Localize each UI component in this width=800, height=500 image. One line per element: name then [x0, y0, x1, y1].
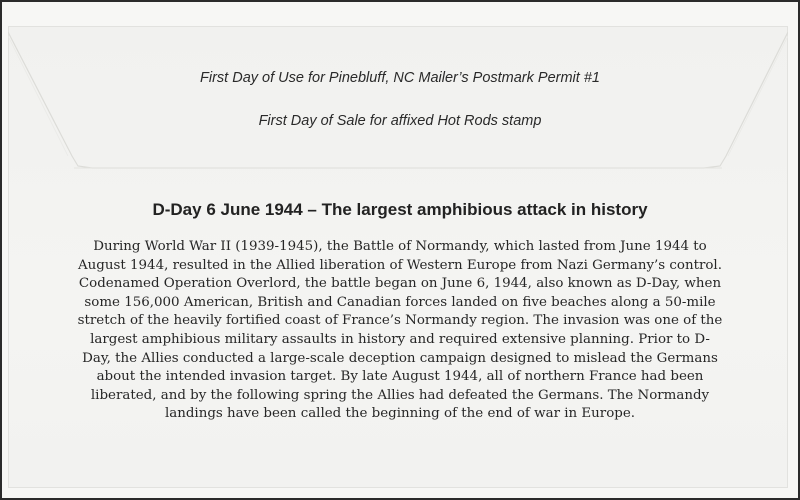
- article-body-line: August 1944, resulted in the Allied liberation of Western Europe from Nazi Germany’s control.: [78, 257, 722, 273]
- article-body-line: Day, the Allies conducted a large-scale deception campaign designed to mislead the Germans: [82, 350, 718, 366]
- article-body-line: stretch of the heavily fortified coast of France’s Normandy region. The invasion was one of the: [77, 313, 723, 329]
- permit-first-day-use-text: First Day of Use for Pinebluff, NC Mailer’s Postmark Permit #1: [200, 70, 600, 86]
- article-heading: D-Day 6 June 1944 – The largest amphibious attack in history: [152, 200, 648, 219]
- article-body-line: Codenamed Operation Overlord, the battle began on June 6, 1944, also known as D-Day, when: [78, 276, 722, 292]
- article-body-line: liberated, and by the following spring the Allies had defeated the Germans. The Normandy: [90, 387, 710, 403]
- article-body-line: landings have been called the beginning of the end of war in Europe.: [164, 406, 636, 422]
- article-body-line: During World War II (1939-1945), the Battle of Normandy, which lasted from June 1944 to: [93, 239, 707, 254]
- article-body-line: largest amphibious military assaults in history and required extensive planning. Prior to D-: [90, 331, 710, 347]
- stamp-first-day-sale-text: First Day of Sale for affixed Hot Rods stamp: [258, 113, 542, 129]
- article-body: [58, 238, 742, 424]
- article-body-line: about the intended invasion target. By late August 1944, all of northern France had been: [96, 369, 704, 385]
- article-body-line: some 156,000 American, British and Canadian forces landed on five beaches along a 50-mile: [84, 294, 716, 310]
